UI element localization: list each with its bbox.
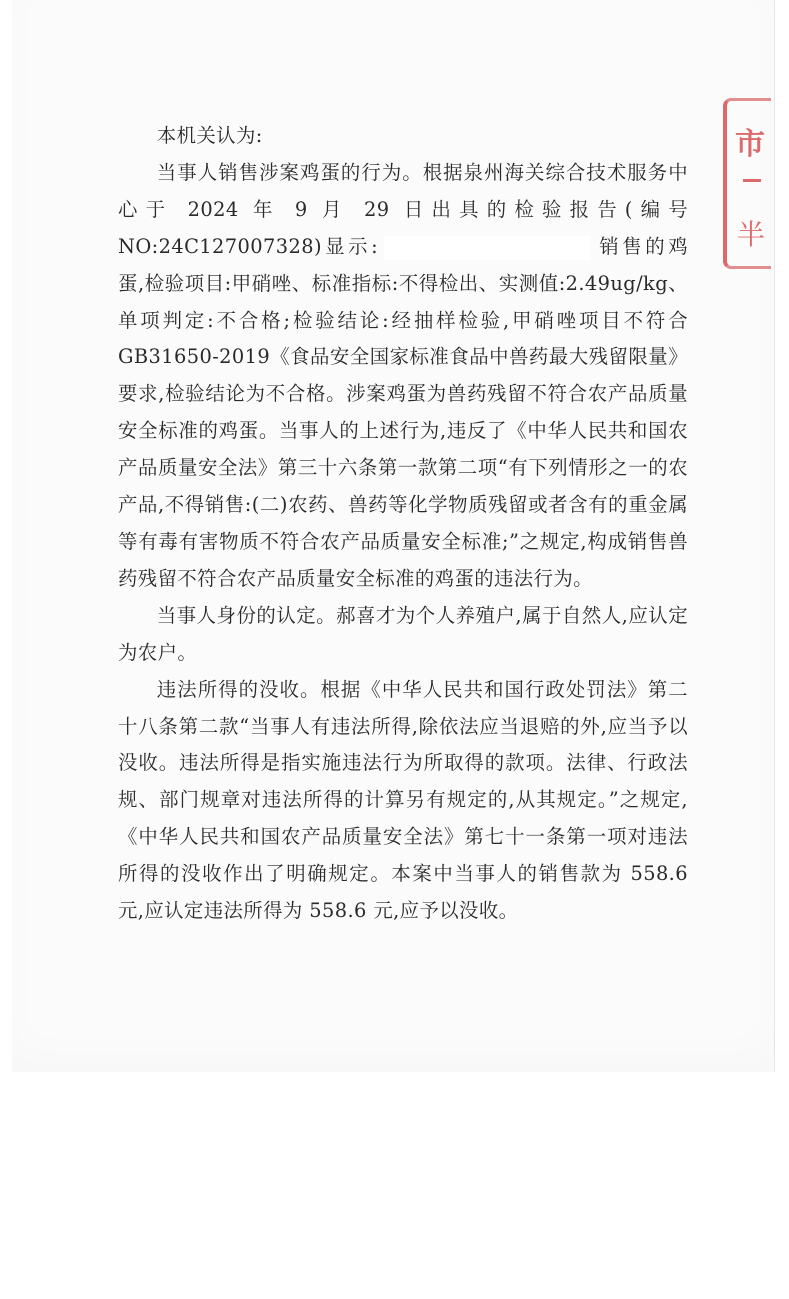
redacted-block	[384, 236, 590, 260]
stamp-dash	[743, 179, 761, 182]
paragraph-sales-part-a: 当事人销售涉案鸡蛋的行为。根据泉州海关综合技术服务中心于 2024 年 9 月 29 日出具的检验报告(编号 NO:24C127007328)显示:	[118, 160, 688, 258]
paragraph-identity: 当事人身份的认定。郝喜才为个人养殖户,属于自然人,应认定为农户。	[118, 603, 688, 664]
paragraph-sales-behavior	[118, 155, 688, 598]
paragraph-sales-part-b: 销售的鸡蛋,检验项目:甲硝唑、标准指标:不得检出、实测值:2.49ug/kg、单项判定:不合格;检验结论:经抽样检验,甲硝唑项目不符合GB31650-2019《食品安全国家标准食品中兽药最大残留限量》要求,检验结论为不合格。涉案鸡蛋为兽药残留不符合农产品质量安全标准的鸡蛋。当事人的上述行为,违反了《中华人民共和国农产品质量安全法》第三十六条第一款第二项“有下列情形之一的农产品,不得销售:(二)农药、兽药等化学物质残留或者含有的重金属等有毒有害物质不符合农产品质量安全标准;”之规定,构成销售兽药残留不符合农产品质量安全标准的鸡蛋的违法行为。	[118, 234, 688, 590]
red-seal-stamp	[723, 98, 771, 269]
paragraph-confiscation: 违法所得的没收。根据《中华人民共和国行政处罚法》第二十八条第二款“当事人有违法所得,除依法应当退赔的外,应当予以没收。违法所得是指实施违法行为所取得的款项。法律、行政法规、部门规章对违法所得的计算另有规定的,从其规定。”之规定,《中华人民共和国农产品质量安全法》第七十一条第一项对违法所得的没收作出了明确规定。本案中当事人的销售款为 558.6 元,应认定违法所得为 558.6 元,应予以没收。	[118, 677, 688, 923]
paragraph-opening: 本机关认为:	[156, 124, 263, 147]
document-body	[118, 118, 688, 930]
stamp-char-bottom: 半	[737, 218, 766, 251]
stamp-char-top: 市	[735, 127, 765, 162]
